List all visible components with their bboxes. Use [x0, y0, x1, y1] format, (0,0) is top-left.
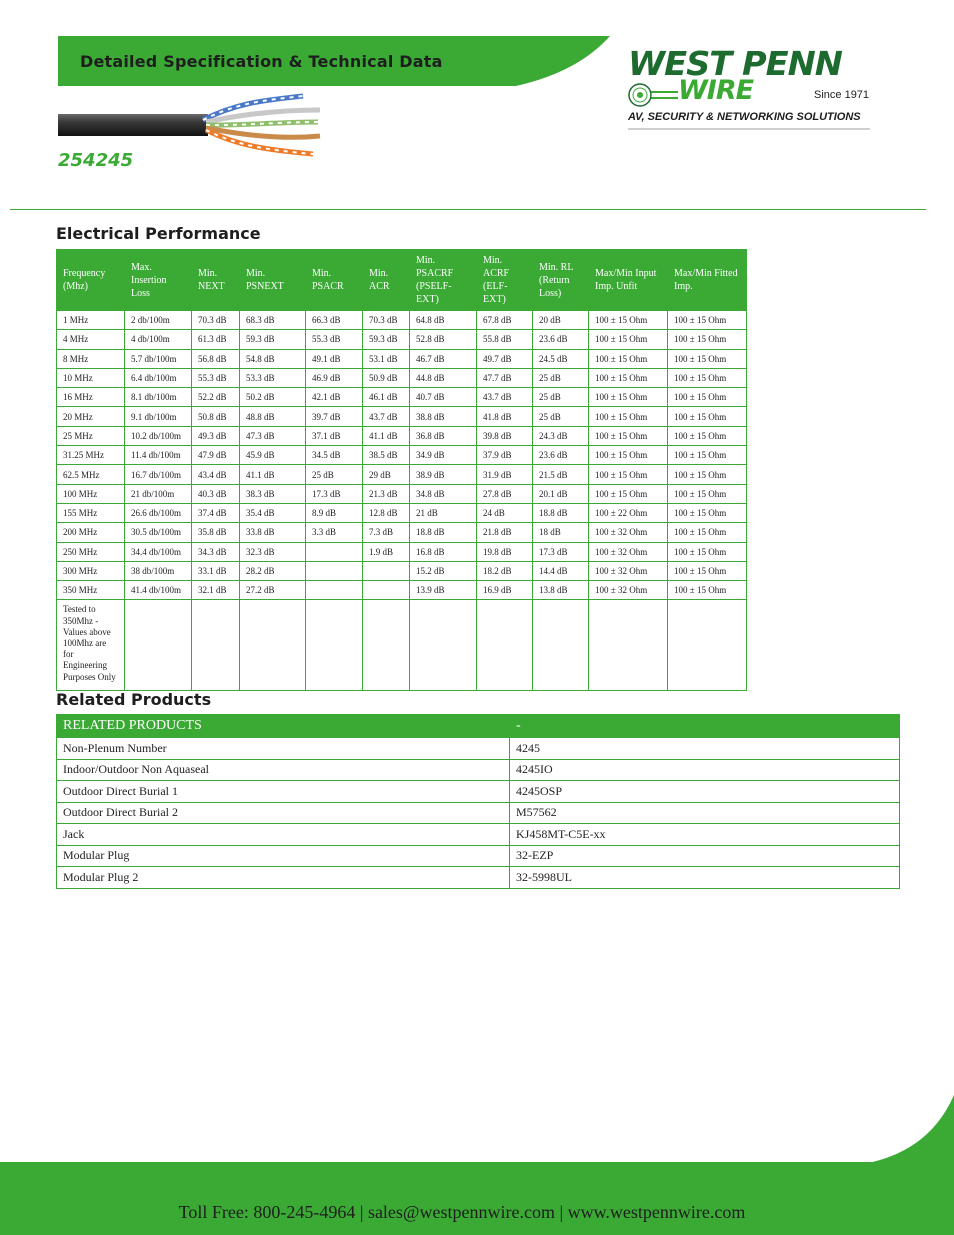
- table-cell: 100 ± 15 Ohm: [589, 407, 668, 426]
- table-cell: 35.8 dB: [192, 523, 240, 542]
- product-type: Indoor/Outdoor Non Aquaseal: [57, 759, 510, 781]
- table-cell: 25 dB: [533, 388, 589, 407]
- table-cell: 23.6 dB: [533, 446, 589, 465]
- table-cell: 27.8 dB: [477, 484, 533, 503]
- footer-bar: [0, 1162, 954, 1235]
- table-cell: 18.8 dB: [533, 503, 589, 522]
- electrical-col-header: Min. ACRF (ELF-EXT): [477, 250, 533, 311]
- table-cell: 100 ± 15 Ohm: [668, 330, 747, 349]
- table-cell: 28.2 dB: [240, 561, 306, 580]
- logo-line1: WEST PENN: [628, 44, 842, 83]
- electrical-col-header: Min. NEXT: [192, 250, 240, 311]
- table-cell: 18.2 dB: [477, 561, 533, 580]
- table-cell: 67.8 dB: [477, 311, 533, 330]
- table-cell: 42.1 dB: [306, 388, 363, 407]
- product-number: 32-EZP: [510, 845, 900, 867]
- product-number: 4245: [510, 738, 900, 760]
- table-cell: 36.8 dB: [410, 426, 477, 445]
- table-cell: 40.7 dB: [410, 388, 477, 407]
- table-cell: 34.8 dB: [410, 484, 477, 503]
- product-type: Outdoor Direct Burial 2: [57, 802, 510, 824]
- table-cell: 20 MHz: [57, 407, 125, 426]
- product-type: Modular Plug 2: [57, 867, 510, 889]
- table-cell: 100 ± 15 Ohm: [589, 388, 668, 407]
- electrical-col-header: Min. PSACRF (PSELF-EXT): [410, 250, 477, 311]
- table-cell: 25 dB: [533, 368, 589, 387]
- table-cell: 61.3 dB: [192, 330, 240, 349]
- table-cell: 100 ± 15 Ohm: [668, 542, 747, 561]
- table-cell: 100 ± 15 Ohm: [589, 484, 668, 503]
- table-cell: 38.8 dB: [410, 407, 477, 426]
- table-cell: 38 db/100m: [125, 561, 192, 580]
- table-cell: 38.9 dB: [410, 465, 477, 484]
- table-cell: 300 MHz: [57, 561, 125, 580]
- table-cell: 16.9 dB: [477, 581, 533, 600]
- table-cell: 50.9 dB: [363, 368, 410, 387]
- table-cell: 49.3 dB: [192, 426, 240, 445]
- table-cell: 55.3 dB: [192, 368, 240, 387]
- table-cell: 37.4 dB: [192, 503, 240, 522]
- table-cell: 21.5 dB: [533, 465, 589, 484]
- table-cell: 34.4 db/100m: [125, 542, 192, 561]
- table-cell: 2 db/100m: [125, 311, 192, 330]
- table-cell: 350 MHz: [57, 581, 125, 600]
- table-cell: 62.5 MHz: [57, 465, 125, 484]
- logo-line2: WIRE: [678, 75, 754, 106]
- table-cell: 100 ± 15 Ohm: [668, 561, 747, 580]
- table-cell: 41.1 dB: [240, 465, 306, 484]
- table-cell: 16.8 dB: [410, 542, 477, 561]
- table-cell: 43.4 dB: [192, 465, 240, 484]
- table-cell: 21 db/100m: [125, 484, 192, 503]
- electrical-col-header: Min. PSACR: [306, 250, 363, 311]
- table-cell: 100 ± 15 Ohm: [589, 446, 668, 465]
- table-cell: 100 ± 15 Ohm: [589, 368, 668, 387]
- table-cell: 41.4 db/100m: [125, 581, 192, 600]
- table-cell: 43.7 dB: [363, 407, 410, 426]
- part-number: 254245: [58, 150, 134, 171]
- product-type: Outdoor Direct Burial 1: [57, 781, 510, 803]
- table-cell: 17.3 dB: [306, 484, 363, 503]
- related-col-header: -: [510, 715, 900, 738]
- table-cell: 5.7 db/100m: [125, 349, 192, 368]
- table-cell: 52.2 dB: [192, 388, 240, 407]
- electrical-col-header: Min. RL (Return Loss): [533, 250, 589, 311]
- electrical-col-header: Frequency (Mhz): [57, 250, 125, 311]
- related-section-title: Related Products: [56, 690, 212, 709]
- table-cell: 47.9 dB: [192, 446, 240, 465]
- table-cell: 100 ± 32 Ohm: [589, 542, 668, 561]
- table-cell: 100 ± 15 Ohm: [668, 388, 747, 407]
- table-cell: 53.1 dB: [363, 349, 410, 368]
- table-cell: 21.8 dB: [477, 523, 533, 542]
- table-cell: 55.8 dB: [477, 330, 533, 349]
- table-cell: 100 ± 15 Ohm: [668, 503, 747, 522]
- table-cell: 15.2 dB: [410, 561, 477, 580]
- table-cell: 47.7 dB: [477, 368, 533, 387]
- table-cell: 70.3 dB: [363, 311, 410, 330]
- table-cell: 7.3 dB: [363, 523, 410, 542]
- table-cell: 33.1 dB: [192, 561, 240, 580]
- table-cell: 56.8 dB: [192, 349, 240, 368]
- table-cell: 100 ± 32 Ohm: [589, 523, 668, 542]
- table-cell: 100 ± 15 Ohm: [668, 465, 747, 484]
- table-cell: 41.1 dB: [363, 426, 410, 445]
- table-cell: 50.2 dB: [240, 388, 306, 407]
- table-cell: 19.8 dB: [477, 542, 533, 561]
- table-cell: 100 ± 15 Ohm: [589, 426, 668, 445]
- table-cell: 40.3 dB: [192, 484, 240, 503]
- table-cell: 25 dB: [306, 465, 363, 484]
- table-cell: 54.8 dB: [240, 349, 306, 368]
- table-cell: 46.1 dB: [363, 388, 410, 407]
- table-cell: 45.9 dB: [240, 446, 306, 465]
- table-cell: 39.7 dB: [306, 407, 363, 426]
- product-type: Modular Plug: [57, 845, 510, 867]
- table-cell: 37.9 dB: [477, 446, 533, 465]
- electrical-col-header: Min. PSNEXT: [240, 250, 306, 311]
- table-cell: 100 ± 22 Ohm: [589, 503, 668, 522]
- table-cell: 100 ± 32 Ohm: [589, 581, 668, 600]
- product-number: 4245IO: [510, 759, 900, 781]
- table-cell: 68.3 dB: [240, 311, 306, 330]
- table-cell: 100 ± 15 Ohm: [589, 349, 668, 368]
- product-number: KJ458MT-C5E-xx: [510, 824, 900, 846]
- table-cell: 24.5 dB: [533, 349, 589, 368]
- table-cell: 35.4 dB: [240, 503, 306, 522]
- table-cell: 200 MHz: [57, 523, 125, 542]
- table-cell: 8.9 dB: [306, 503, 363, 522]
- product-number: M57562: [510, 802, 900, 824]
- table-cell: 13.9 dB: [410, 581, 477, 600]
- table-cell: 59.3 dB: [240, 330, 306, 349]
- table-cell: 155 MHz: [57, 503, 125, 522]
- electrical-col-header: Min. ACR: [363, 250, 410, 311]
- product-number: 32-5998UL: [510, 867, 900, 889]
- table-cell: 20.1 dB: [533, 484, 589, 503]
- table-cell: 49.1 dB: [306, 349, 363, 368]
- table-cell: 44.8 dB: [410, 368, 477, 387]
- table-cell: 59.3 dB: [363, 330, 410, 349]
- table-cell: 46.9 dB: [306, 368, 363, 387]
- table-cell: 34.5 dB: [306, 446, 363, 465]
- table-cell: 66.3 dB: [306, 311, 363, 330]
- table-cell: 49.7 dB: [477, 349, 533, 368]
- electrical-col-header: Max. Insertion Loss: [125, 250, 192, 311]
- table-cell: 100 ± 15 Ohm: [668, 523, 747, 542]
- table-cell: 31.9 dB: [477, 465, 533, 484]
- table-cell: 50.8 dB: [192, 407, 240, 426]
- table-cell: 25 dB: [533, 407, 589, 426]
- table-cell: 21.3 dB: [363, 484, 410, 503]
- product-number: 4245OSP: [510, 781, 900, 803]
- table-cell: 27.2 dB: [240, 581, 306, 600]
- table-cell: 100 ± 15 Ohm: [668, 484, 747, 503]
- table-cell: 48.8 dB: [240, 407, 306, 426]
- table-cell: 12.8 dB: [363, 503, 410, 522]
- logo-since: Since 1971: [814, 89, 870, 101]
- table-cell: 43.7 dB: [477, 388, 533, 407]
- table-cell: 20 dB: [533, 311, 589, 330]
- table-cell: 18.8 dB: [410, 523, 477, 542]
- table-cell: 38.5 dB: [363, 446, 410, 465]
- electrical-section-title: Electrical Performance: [56, 224, 261, 243]
- table-cell: 30.5 db/100m: [125, 523, 192, 542]
- table-cell: 100 MHz: [57, 484, 125, 503]
- table-cell: 16.7 db/100m: [125, 465, 192, 484]
- table-cell: 100 ± 15 Ohm: [668, 407, 747, 426]
- footer-contact: Toll Free: 800-245-4964 | sales@westpennwire.com | www.westpennwire.com: [178, 1202, 746, 1222]
- table-cell: 29 dB: [363, 465, 410, 484]
- electrical-col-header: Max/Min Input Imp. Unfit: [589, 250, 668, 311]
- table-cell: 70.3 dB: [192, 311, 240, 330]
- table-cell: 100 ± 15 Ohm: [589, 465, 668, 484]
- table-cell: 34.9 dB: [410, 446, 477, 465]
- table-cell: 100 ± 15 Ohm: [668, 581, 747, 600]
- table-cell: 47.3 dB: [240, 426, 306, 445]
- table-cell: 10 MHz: [57, 368, 125, 387]
- table-cell: 31.25 MHz: [57, 446, 125, 465]
- table-cell: 8.1 db/100m: [125, 388, 192, 407]
- table-cell: 4 db/100m: [125, 330, 192, 349]
- table-cell: 52.8 dB: [410, 330, 477, 349]
- table-cell: 1.9 dB: [363, 542, 410, 561]
- table-cell: 38.3 dB: [240, 484, 306, 503]
- table-cell: 46.7 dB: [410, 349, 477, 368]
- table-cell: 14.4 dB: [533, 561, 589, 580]
- table-cell: 32.3 dB: [240, 542, 306, 561]
- table-cell: 26.6 db/100m: [125, 503, 192, 522]
- table-cell: 100 ± 15 Ohm: [668, 368, 747, 387]
- table-cell: 3.3 dB: [306, 523, 363, 542]
- table-cell: 34.3 dB: [192, 542, 240, 561]
- table-cell: 21 dB: [410, 503, 477, 522]
- table-cell: 41.8 dB: [477, 407, 533, 426]
- table-cell: 100 ± 15 Ohm: [668, 311, 747, 330]
- electrical-col-header: Max/Min Fitted Imp.: [668, 250, 747, 311]
- table-cell: 8 MHz: [57, 349, 125, 368]
- table-cell: 55.3 dB: [306, 330, 363, 349]
- table-cell: 23.6 dB: [533, 330, 589, 349]
- table-cell: 10.2 db/100m: [125, 426, 192, 445]
- product-type: Non-Plenum Number: [57, 738, 510, 760]
- table-cell: 1 MHz: [57, 311, 125, 330]
- related-col-header: RELATED PRODUCTS: [57, 715, 510, 738]
- test-note: Tested to 350Mhz - Values above 100Mhz are for Engineering Purposes Only: [57, 600, 125, 691]
- product-type: Jack: [57, 824, 510, 846]
- table-cell: 64.8 dB: [410, 311, 477, 330]
- table-cell: 250 MHz: [57, 542, 125, 561]
- table-cell: 100 ± 15 Ohm: [668, 446, 747, 465]
- table-cell: 32.1 dB: [192, 581, 240, 600]
- table-cell: 17.3 dB: [533, 542, 589, 561]
- table-cell: 16 MHz: [57, 388, 125, 407]
- table-cell: 11.4 db/100m: [125, 446, 192, 465]
- table-cell: 53.3 dB: [240, 368, 306, 387]
- table-cell: 100 ± 15 Ohm: [589, 330, 668, 349]
- table-cell: 100 ± 15 Ohm: [589, 311, 668, 330]
- table-cell: 37.1 dB: [306, 426, 363, 445]
- table-cell: 100 ± 15 Ohm: [668, 426, 747, 445]
- table-cell: 25 MHz: [57, 426, 125, 445]
- table-cell: 4 MHz: [57, 330, 125, 349]
- banner-title: Detailed Specification & Technical Data: [80, 52, 443, 71]
- table-cell: 6.4 db/100m: [125, 368, 192, 387]
- table-cell: 100 ± 32 Ohm: [589, 561, 668, 580]
- table-cell: 24.3 dB: [533, 426, 589, 445]
- table-cell: 100 ± 15 Ohm: [668, 349, 747, 368]
- table-cell: 9.1 db/100m: [125, 407, 192, 426]
- table-cell: 39.8 dB: [477, 426, 533, 445]
- logo-tagline: AV, SECURITY & NETWORKING SOLUTIONS: [628, 111, 861, 123]
- table-cell: 18 dB: [533, 523, 589, 542]
- table-cell: 13.8 dB: [533, 581, 589, 600]
- table-cell: 33.8 dB: [240, 523, 306, 542]
- table-cell: 24 dB: [477, 503, 533, 522]
